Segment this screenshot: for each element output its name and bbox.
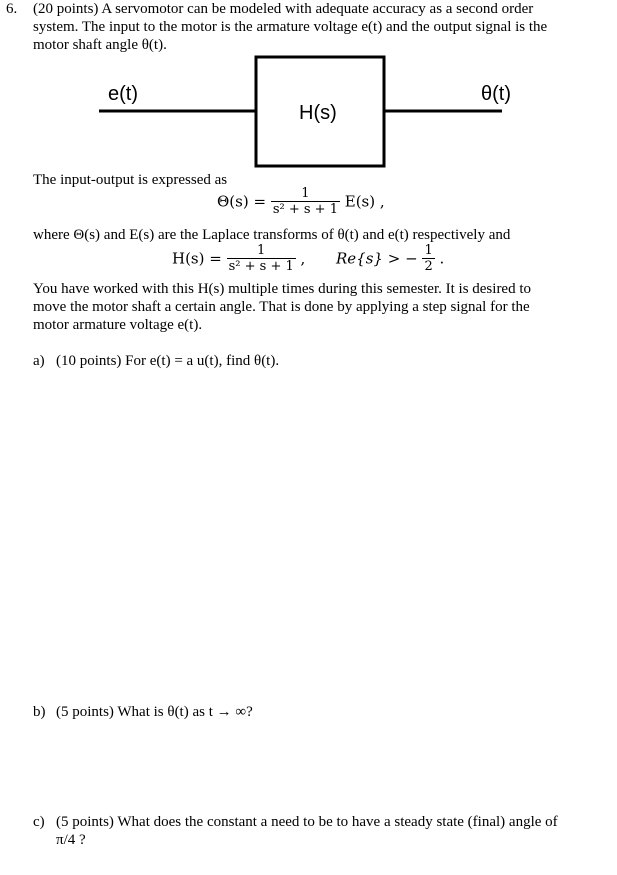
where-line: where Θ(s) and E(s) are the Laplace transforms of θ(t) and e(t) respectively and xyxy=(33,227,511,243)
roc-dot: . xyxy=(439,249,445,268)
theta-fraction-numerator: 1 xyxy=(301,186,310,201)
part-c-line-1: (5 points) What does the constant a need to be to have a steady state (final) angle of xyxy=(56,814,558,830)
theta-lhs: Θ(s) = xyxy=(217,192,267,211)
roc-fraction-denominator: 2 xyxy=(424,259,433,274)
theta-fraction xyxy=(271,186,340,217)
h-fraction-denominator: s² + s + 1 xyxy=(228,259,294,274)
theta-rhs: E(s) , xyxy=(344,192,385,211)
body-line-3: motor armature voltage e(t). xyxy=(33,317,203,333)
block-label: H(s) xyxy=(299,102,337,124)
intro-line-1: (20 points) A servomotor can be modeled with adequate accuracy as a second order xyxy=(33,1,534,17)
h-fraction xyxy=(227,243,296,274)
body-line-1: You have worked with this H(s) multiple times during this semester. It is desired to xyxy=(33,281,532,297)
output-label: θ(t) xyxy=(481,83,511,105)
intro-line-2: system. The input to the motor is the armature voltage e(t) and the output signal is the xyxy=(33,19,548,35)
part-a-text: (10 points) For e(t) = a u(t), find θ(t). xyxy=(56,353,280,369)
h-equation xyxy=(172,243,305,274)
roc-minus: − xyxy=(405,249,418,268)
roc-condition xyxy=(336,243,444,274)
part-b-text: (5 points) What is θ(t) as t → ∞? xyxy=(56,704,253,720)
body-line-2: move the motor shaft a certain angle. That is done by applying a step signal for the xyxy=(33,299,530,315)
part-a-label: a) xyxy=(33,353,45,369)
part-b-label: b) xyxy=(33,704,46,720)
input-label: e(t) xyxy=(108,83,138,105)
roc-lhs: Re{s} > xyxy=(336,249,401,268)
h-lhs: H(s) = xyxy=(172,249,222,268)
part-c-line-2: π/4 ? xyxy=(56,832,86,848)
question-number: 6. xyxy=(6,1,18,17)
roc-fraction-numerator: 1 xyxy=(424,243,433,258)
h-fraction-numerator: 1 xyxy=(257,243,266,258)
roc-fraction xyxy=(422,243,434,274)
intro-line-3: motor shaft angle θ(t). xyxy=(33,37,167,53)
io-intro: The input-output is expressed as xyxy=(33,172,228,188)
theta-equation xyxy=(217,186,385,217)
theta-fraction-denominator: s² + s + 1 xyxy=(272,202,338,217)
part-c-label: c) xyxy=(33,814,45,830)
h-comma: , xyxy=(300,249,306,268)
